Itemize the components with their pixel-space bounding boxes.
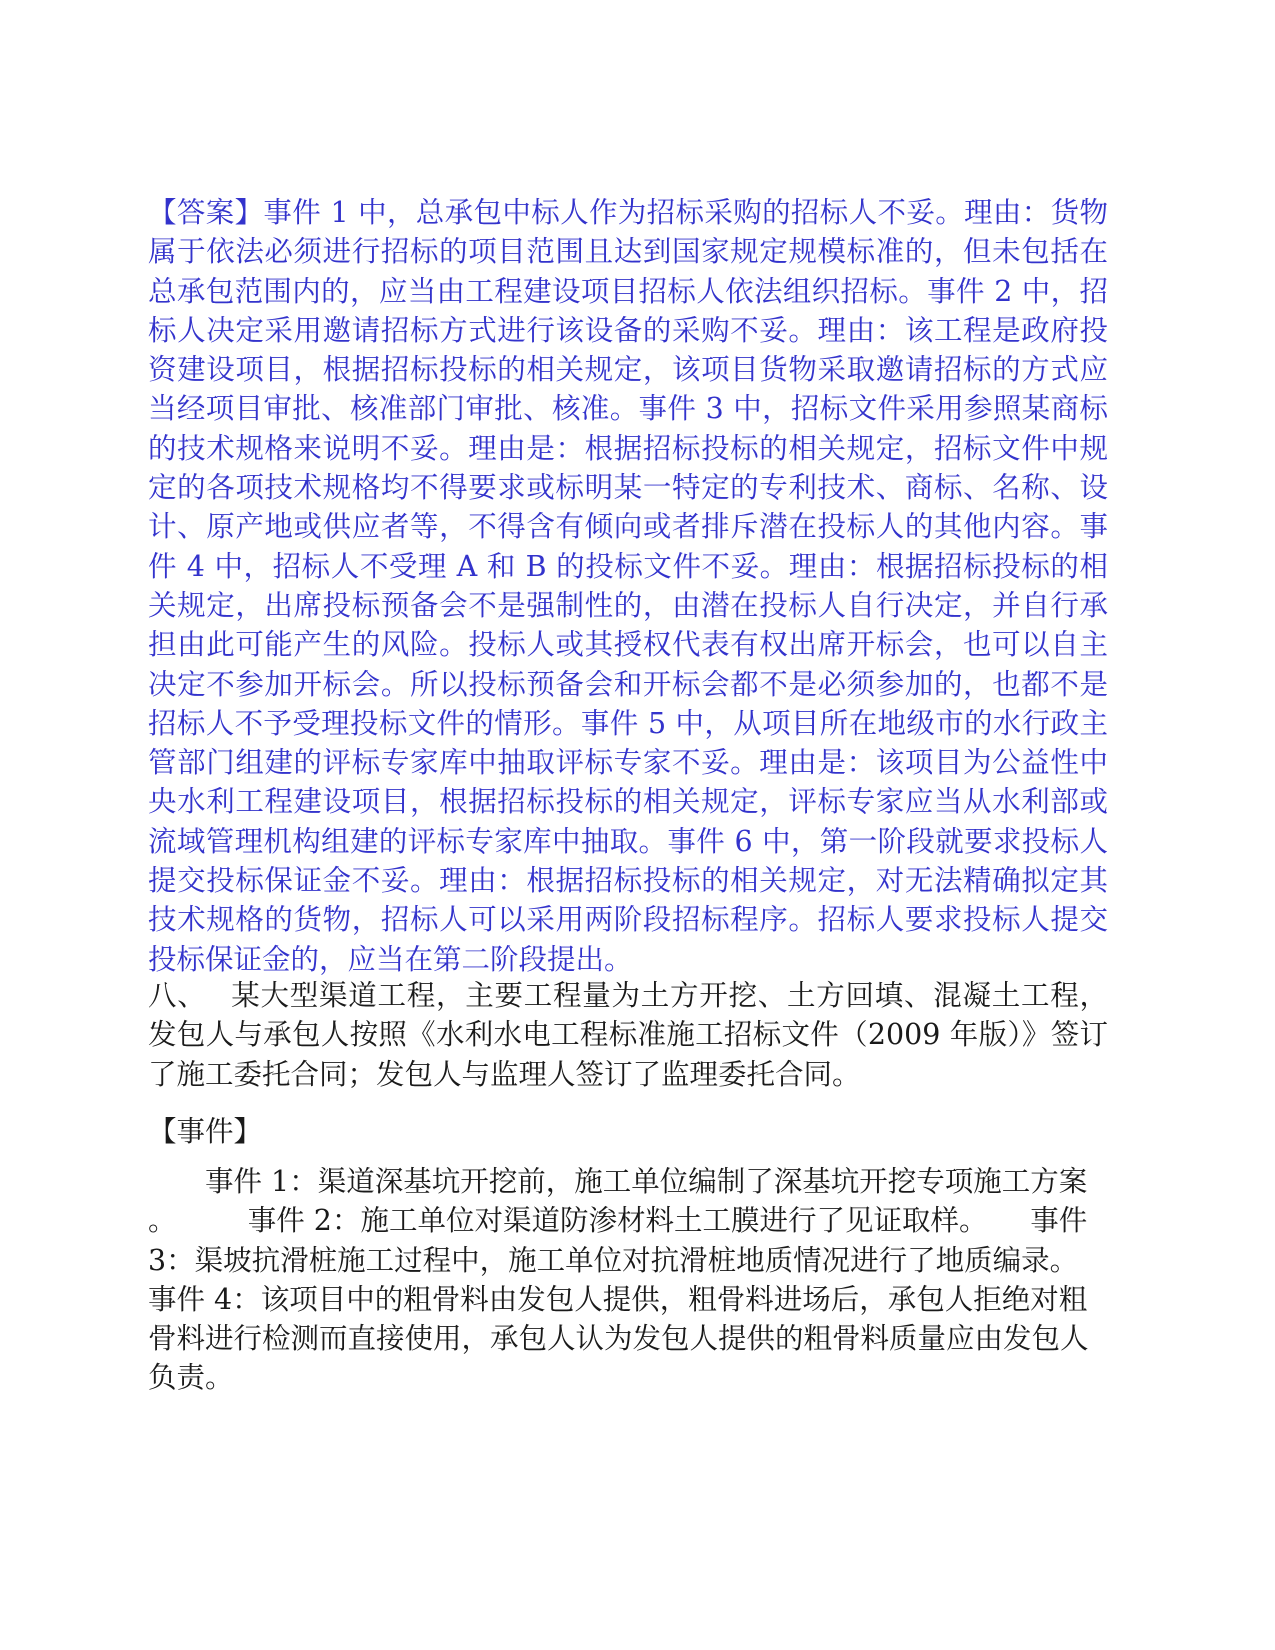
answer-paragraph: 【答案】事件 1 中，总承包中标人作为招标采购的招标人不妥。理由：货物属于依法必须进行招标的项目范围且达到国家规定规模标准的，但未包括在总承包范围内的，应当由工程建设项目招标人依法组织招标。事件 2 中，招标人决定采用邀请招标方式进行该设备的采购不妥。理由：该工程是政府投资建设项目，根据招标投标的相关规定，该项目货物采取邀请招标的方式应当经项目审批、核准部门审批、核准。事件 3 中，招标文件采用参照某商标的技术规格来说明不妥。理由是：根据招标投标的相关规定，招标文件中规定的各项技术规格均不得要求或标明某一特定的专利技术、商标、名称、设计、原产地或供应者等，不得含有倾向或者排斥潜在投标人的其他内容。事件 4 中，招标人不受理 A 和 B 的投标文件不妥。理由：根据招标投标的相关规定，出席投标预备会不是强制性的，由潜在投标人自行决定，并自行承担由此可能产生的风险。投标人或其授权代表有权出席开标会，也可以自主决定不参加开标会。所以投标预备会和开标会都不是必须参加的，也都不是招标人不予受理投标文件的情形。事件 5 中，从项目所在地级市的水行政主管部门组建的评标专家库中抽取评标专家不妥。理由是：该项目为公益性中央水利工程建设项目，根据招标投标的相关规定，评标专家应当从水利部或流域管理机构组建的评标专家库中抽取。事件 6 中，第一阶段就要求投标人提交投标保证金不妥。理由：根据招标投标的相关规定，对无法精确拟定其技术规格的货物，招标人可以采用两阶段招标程序。招标人要求投标人提交投标保证金的，应当在第二阶段提出。: [148, 196, 1108, 976]
events-paragraph: [148, 1162, 1108, 1398]
events-line: 骨料进行检测而直接使用，承包人认为发包人提供的粗骨料质量应由发包人: [148, 1322, 1089, 1356]
events-line: 负责。: [148, 1361, 234, 1395]
events-line: 。 事件 2：施工单位对渠道防渗材料土工膜进行了见证取样。 事件: [148, 1204, 1088, 1238]
events-heading: 【事件】: [148, 1115, 263, 1148]
events-line: 3：渠坡抗滑桩施工过程中，施工单位对抗滑桩地质情况进行了地质编录。: [148, 1243, 1079, 1277]
question-paragraph: 八、 某大型渠道工程，主要工程量为土方开挖、土方回填、混凝土工程，发包人与承包人按照《水利水电工程标准施工招标文件（2009 年版）》签订了施工委托合同；发包人与监理人签订了监理委托合同。: [148, 979, 1108, 1091]
events-line: 事件 1：渠道深基坑开挖前，施工单位编制了深基坑开挖专项施工方案: [148, 1165, 1088, 1198]
events-line: 事件 4：该项目中的粗骨料由发包人提供，粗骨料进场后，承包人拒绝对粗: [148, 1282, 1088, 1316]
